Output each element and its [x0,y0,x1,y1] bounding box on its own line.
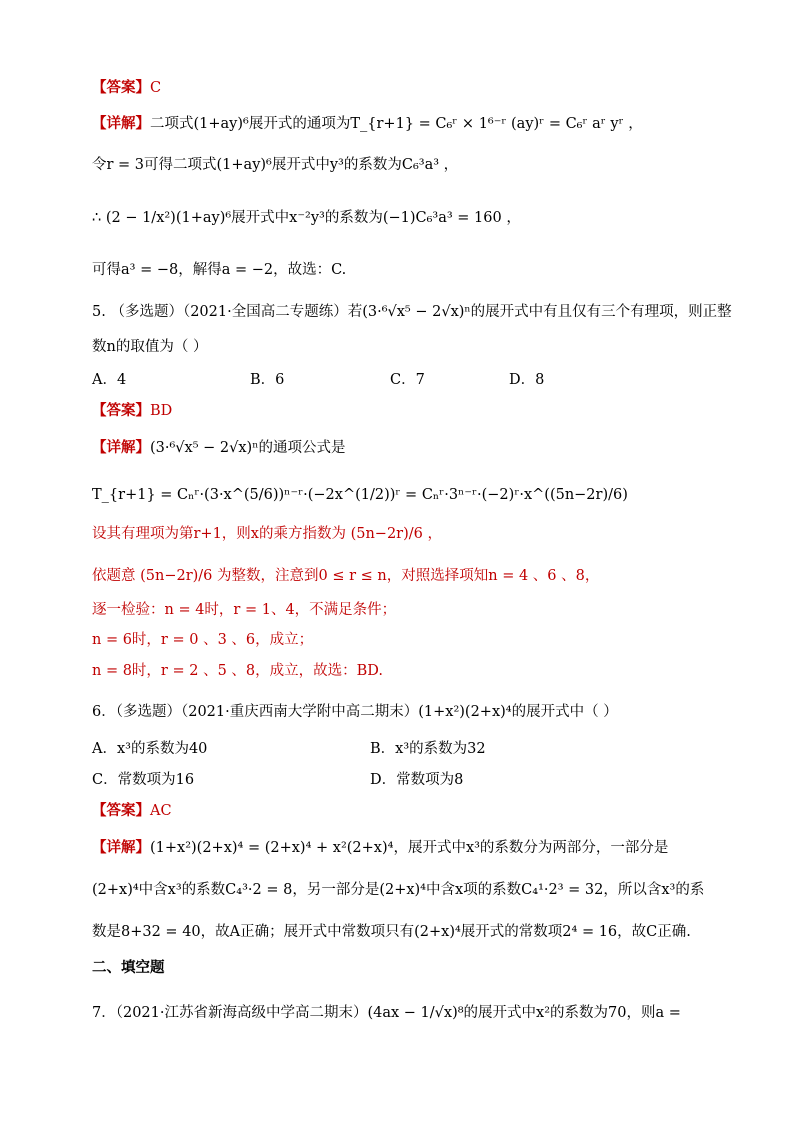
choice-a: A．x³的系数为40 [92,741,208,757]
detail-tag: 【详解】 [92,839,150,856]
q5-detail-line-7: n = 8时，r = 2 、5 、8，成立，故选：BD. [92,663,383,679]
q5-stem-line-2: 数n的取值为（ ） [92,339,208,355]
q5-detail-line-3: 设其有理项为第r+1，则x的乘方指数为 (5n−2r)/6 ， [92,526,442,542]
choice-d: D．8 [509,372,545,388]
section-title: 二、填空题 [92,959,165,976]
q6-answer-line [92,801,734,821]
detail-tag: 【详解】 [92,115,150,132]
detail-tag: 【详解】 [92,439,150,456]
answer-value: C [150,80,162,96]
detail-text: (3·⁶√x⁵ − 2√x)ⁿ的通项公式是 [150,440,346,456]
q5-detail-line-2: T_{r+1} = Cₙʳ·(3·x^(5/6))ⁿ⁻ʳ·(−2x^(1/2))ʳ = Cₙʳ·3ⁿ⁻ʳ·(−2)ʳ·x^((5n−2r)/6) [92,487,628,503]
choice-a: A．4 [92,372,127,388]
answer-tag: 【答案】 [92,79,150,96]
answer-value: AC [150,803,172,819]
answer-value: BD [150,403,173,419]
answer-tag: 【答案】 [92,802,150,819]
q4-detail-line-1 [92,114,734,134]
answer-tag: 【答案】 [92,402,150,419]
q6-stem: 6．（多选题）（2021·重庆西南大学附中高二期末）(1+x²)(2+x)⁴的展开式中（ ） [92,704,618,720]
detail-text: (1+x²)(2+x)⁴ = (2+x)⁴ + x²(2+x)⁴，展开式中x³的系数分为两部分，一部分是 [150,840,669,856]
q6-detail-line-2: (2+x)⁴中含x³的系数C₄³·2 = 8，另一部分是(2+x)⁴中含x项的系数C₄¹·2³ = 32，所以含x³的系 [92,882,705,898]
choice-b: B．x³的系数为32 [370,741,486,757]
q5-stem-line-1: 5. （多选题）（2021·全国高二专题练）若(3·⁶√x⁵ − 2√x)ⁿ的展开式中有且仅有三个有理项，则正整 [92,304,732,320]
q4-answer-line [92,78,734,98]
q4-detail-line-3: ∴ (2 − 1/x²)(1+ay)⁶展开式中x⁻²y³的系数为(−1)C₆³a³ = 160 ， [92,210,521,226]
choice-c: C．常数项为16 [92,772,195,788]
q5-detail-line-6: n = 6时，r = 0 、3 、6，成立； [92,632,314,648]
q5-detail-line-5: 逐一检验：n = 4时，r = 1、4，不满足条件； [92,602,397,618]
q5-answer-line [92,401,734,421]
q4-detail-line-2: 令r = 3可得二项式(1+ay)⁶展开式中y³的系数为C₆³a³ ， [92,157,459,173]
choice-c: C．7 [390,372,425,388]
detail-text: 二项式(1+ay)⁶展开式的通项为T_{r+1} = C₆ʳ × 1⁶⁻ʳ (ay)ʳ = C₆ʳ aʳ yʳ ， [150,116,643,132]
q6-detail-line-3: 数是8+32 = 40，故A正确；展开式中常数项只有(2+x)⁴展开式的常数项2⁴ = 16，故C正确. [92,924,691,940]
q5-detail-line-1 [92,438,734,458]
choice-b: B．6 [250,372,285,388]
q7-stem: 7．（2021·江苏省新海高级中学高二期末）(4ax − 1/√x)⁸的展开式中x²的系数为70，则a = [92,1005,681,1021]
q6-detail-line-1 [92,838,734,858]
q5-detail-line-4: 依题意 (5n−2r)/6 为整数，注意到0 ≤ r ≤ n，对照选择项知n = 4 、6 、8， [92,568,600,584]
choice-d: D．常数项为8 [370,772,464,788]
q4-detail-line-4: 可得a³ = −8，解得a = −2，故选：C. [92,262,347,278]
